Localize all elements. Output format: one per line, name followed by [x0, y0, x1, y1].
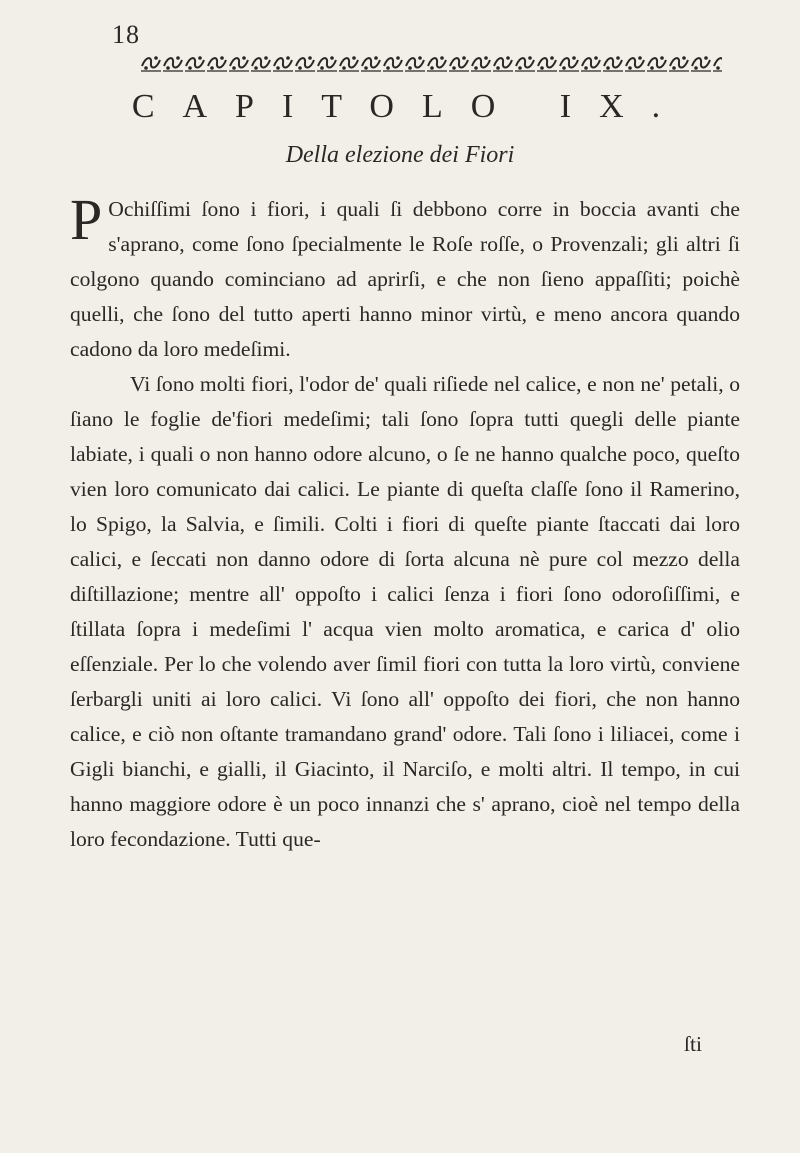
catchword: ſti — [684, 1032, 702, 1056]
chapter-subtitle: Della elezione dei Fiori — [285, 142, 515, 168]
page-number: 18 — [112, 20, 140, 49]
header-ornament — [140, 52, 722, 74]
paragraph-2-text: Vi ſono molti fiori, l'odor de' quali riſiede nel calice, e non ne' petali, o ſiano le foglie de'fiori medeſimi; tali ſono ſopra tutti quegli delle piante labiate, i quali o non hanno odore alcuno, o ſe ne hanno qualche poco, queſto vien loro comunicato dai calici. Le piante di queſta claſſe ſono il Ramerino, lo Spigo, la Salvia, e ſimili. Colti i fiori di queſte piante ſtaccati dai loro calici, e ſeccati non danno odore di ſorta alcuna nè pure col mezzo della diſtillazione; mentre all' oppoſto i calici ſenza i fiori ſono odoroſiſſimi, e ſtillata ſopra i medeſimi l' acqua vien molto aromatica, e carica d' olio eſſenziale. Per lo che volendo aver ſimil fiori con tutta la loro virtù, conviene ſerbargli uniti ai loro calici. Vi ſono all' oppoſto dei fiori, che non hanno calice, e ciò non oſtante tramandano grand' odore. Tali ſono i liliacei, come i Gigli bianchi, e gialli, il Giacinto, il Narciſo, e molti altri. Il tempo, in cui hanno maggiore odore è un poco innanzi che s' aprano, cioè nel tempo della loro fecondazione. Tutti que- — [70, 372, 740, 851]
body-text — [70, 187, 740, 857]
drop-cap: P — [70, 187, 103, 252]
paragraph-2 — [70, 367, 740, 857]
paragraph-1-text: Ochiſſimi ſono i fiori, i quali ſi debbono corre in boccia avanti che s'aprano, come ſono ſpecialmente le Roſe roſſe, o Provenzali; gli altri ſi colgono quando cominciano ad aprirſi, e che non ſieno appaſſiti; poichè quelli, che ſono del tutto aperti hanno minor virtù, e meno ancora quando cadono da loro medeſimi. — [70, 197, 740, 361]
paragraph-1 — [70, 187, 740, 367]
chapter-title: CAPITOLO IX. — [131, 88, 689, 125]
